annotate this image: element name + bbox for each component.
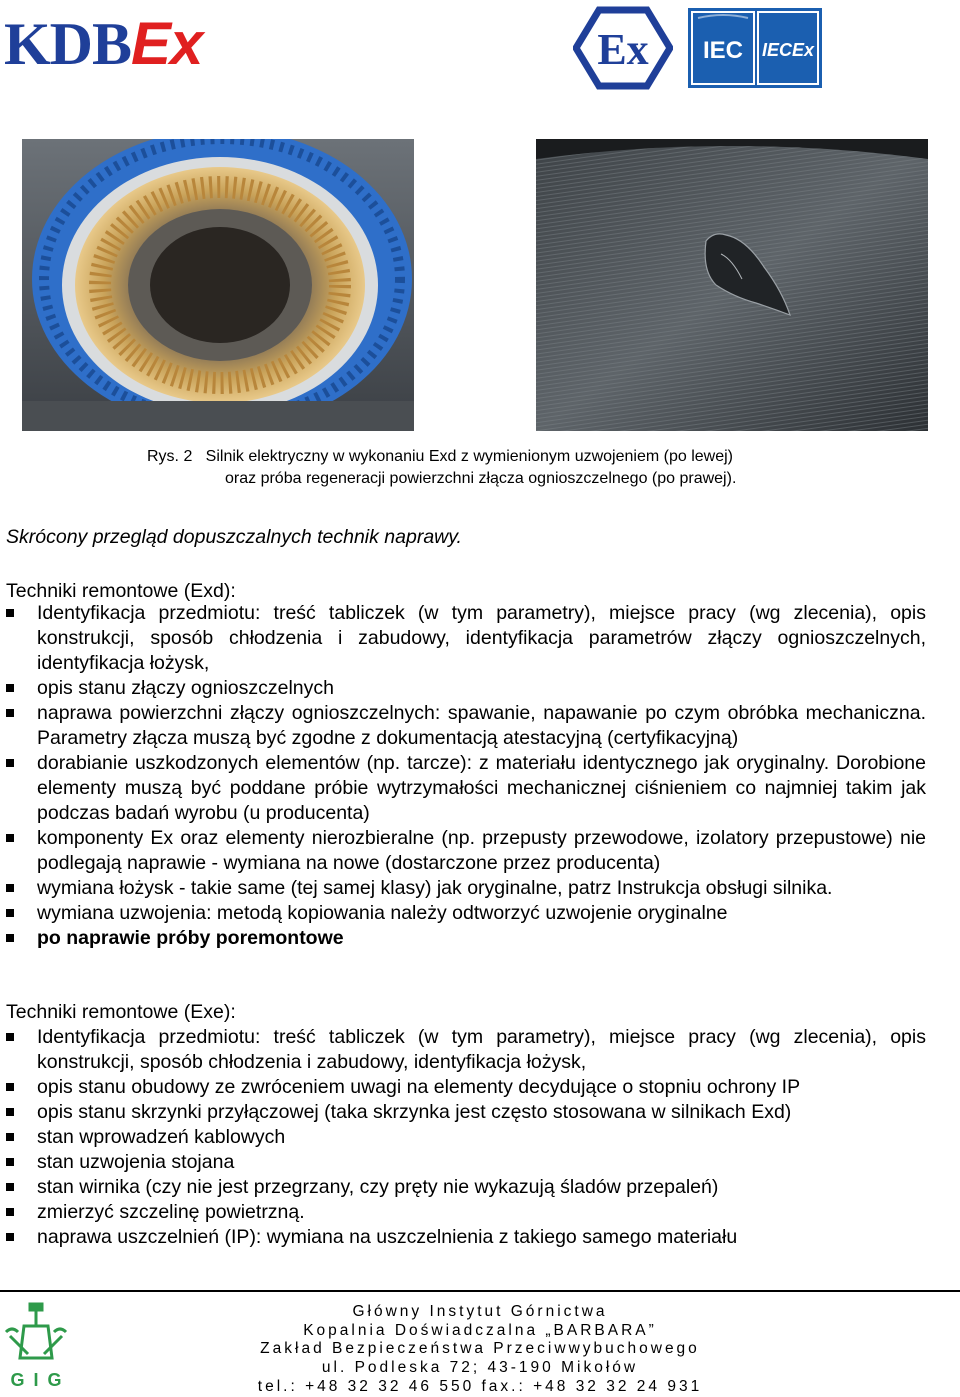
exd-technique-list: [6, 601, 926, 951]
exe-list-item: stan uzwojenia stojana: [6, 1150, 926, 1175]
footer-address-block: [250, 1303, 710, 1397]
footer-department: Zakład Bezpieczeństwa Przeciwwybuchowego: [260, 1340, 700, 1358]
exd-list-item-bold: po naprawie próby poremontowe: [6, 926, 926, 951]
flameproof-joint-surface-photo: [536, 139, 928, 431]
exd-section-heading: Techniki remontowe (Exd):: [6, 580, 236, 602]
kdbex-logo: [4, 10, 203, 77]
summary-heading: Skrócony przegląd dopuszczalnych technik naprawy.: [6, 526, 462, 548]
iec-text: IEC: [702, 37, 744, 64]
footer-address: ul. Podleska 72; 43-190 Mikołów: [321, 1359, 639, 1377]
exe-section-heading: Techniki remontowe (Exe):: [6, 1001, 236, 1023]
gig-logo: [2, 1296, 72, 1391]
figure-caption-line2: oraz próba regeneracji powierzchni złącza ognioszczelnego (po prawej).: [225, 470, 737, 487]
exd-list-item: naprawa powierzchni złączy ognioszczelnych: spawanie, napawanie po czym obróbka mechaniczna. Parametry złącza muszą być zgodne z dokumentacją atestacyjną (certyfikacyjną): [6, 701, 926, 751]
exe-list-item: zmierzyć szczelinę powietrzną.: [6, 1200, 926, 1225]
exd-list-item: opis stanu złączy ognioszczelnych: [6, 676, 926, 701]
iecex-text: IECEx: [761, 40, 815, 60]
exd-list-item: komponenty Ex oraz elementy nierozbieralne (np. przepusty przewodowe, izolatory przepustowe) nie podlegają naprawie - wymiana na nowe (dostarczone przez producenta): [6, 826, 926, 876]
motor-stator-photo: [22, 139, 414, 431]
footer-phone-fax: tel.: +48 32 32 46 550 fax.: +48 32 32 24 931: [257, 1377, 703, 1395]
kdbex-logo-ex: Ex: [131, 10, 203, 77]
exd-list-item: Identyfikacja przedmiotu: treść tabliczek (w tym parametry), miejsce pracy (wg zlecenia), opis konstrukcji, sposób chłodzenia i zabudowy, identyfikacja parametrów złączy ognioszczelnych, identyfikacja łożysk,: [6, 601, 926, 676]
exd-list-item: dorabianie uszkodzonych elementów (np. tarcze): z materiału identycznego jak oryginalny. Dorobione elementy muszą być poddane próbie wytrzymałości mechanicznej ciśnieniem co najmniej takim jak podczas badań wyrobu (u producenta): [6, 751, 926, 826]
ex-hexagon-logo: [573, 6, 673, 90]
exe-list-item: opis stanu skrzynki przyłączowej (taka skrzynka jest często stosowana w silnikach Exd): [6, 1100, 926, 1125]
exd-list-item: wymiana uzwojenia: metodą kopiowania należy odtworzyć uzwojenie oryginalne: [6, 901, 926, 926]
exd-list-item: wymiana łożysk - takie same (tej samej klasy) jak oryginalne, patrz Instrukcja obsługi silnika.: [6, 876, 926, 901]
exe-list-item: stan wprowadzeń kablowych: [6, 1125, 926, 1150]
figure-caption-line1: Rys. 2 Silnik elektryczny w wykonaniu Exd z wymienionym uzwojeniem (po lewej): [147, 448, 733, 465]
footer-institute: Główny Instytut Górnictwa: [352, 1303, 608, 1320]
exe-technique-list: [6, 1025, 926, 1250]
exe-list-item: Identyfikacja przedmiotu: treść tabliczek (w tym parametry), miejsce pracy (wg zlecenia), opis konstrukcji, sposób chłodzenia i zabudowy, identyfikacja łożysk,: [6, 1025, 926, 1075]
gig-text: G I G: [10, 1370, 64, 1390]
ex-mark-text: Ex: [597, 25, 649, 74]
exe-list-item: stan wirnika (czy nie jest przegrzany, czy pręty nie wykazują śladów przepaleń): [6, 1175, 926, 1200]
iec-iecex-logo: [688, 8, 822, 88]
footer-divider: [0, 1290, 960, 1292]
exe-list-item: naprawa uszczelnień (IP): wymiana na uszczelnienia z takiego samego materiału: [6, 1225, 926, 1250]
footer-mine: Kopalnia Doświadczalna „BARBARA”: [303, 1321, 657, 1339]
kdbex-logo-kdb: KDB: [4, 11, 132, 77]
exe-list-item: opis stanu obudowy ze zwróceniem uwagi na elementy decydujące o stopniu ochrony IP: [6, 1075, 926, 1100]
